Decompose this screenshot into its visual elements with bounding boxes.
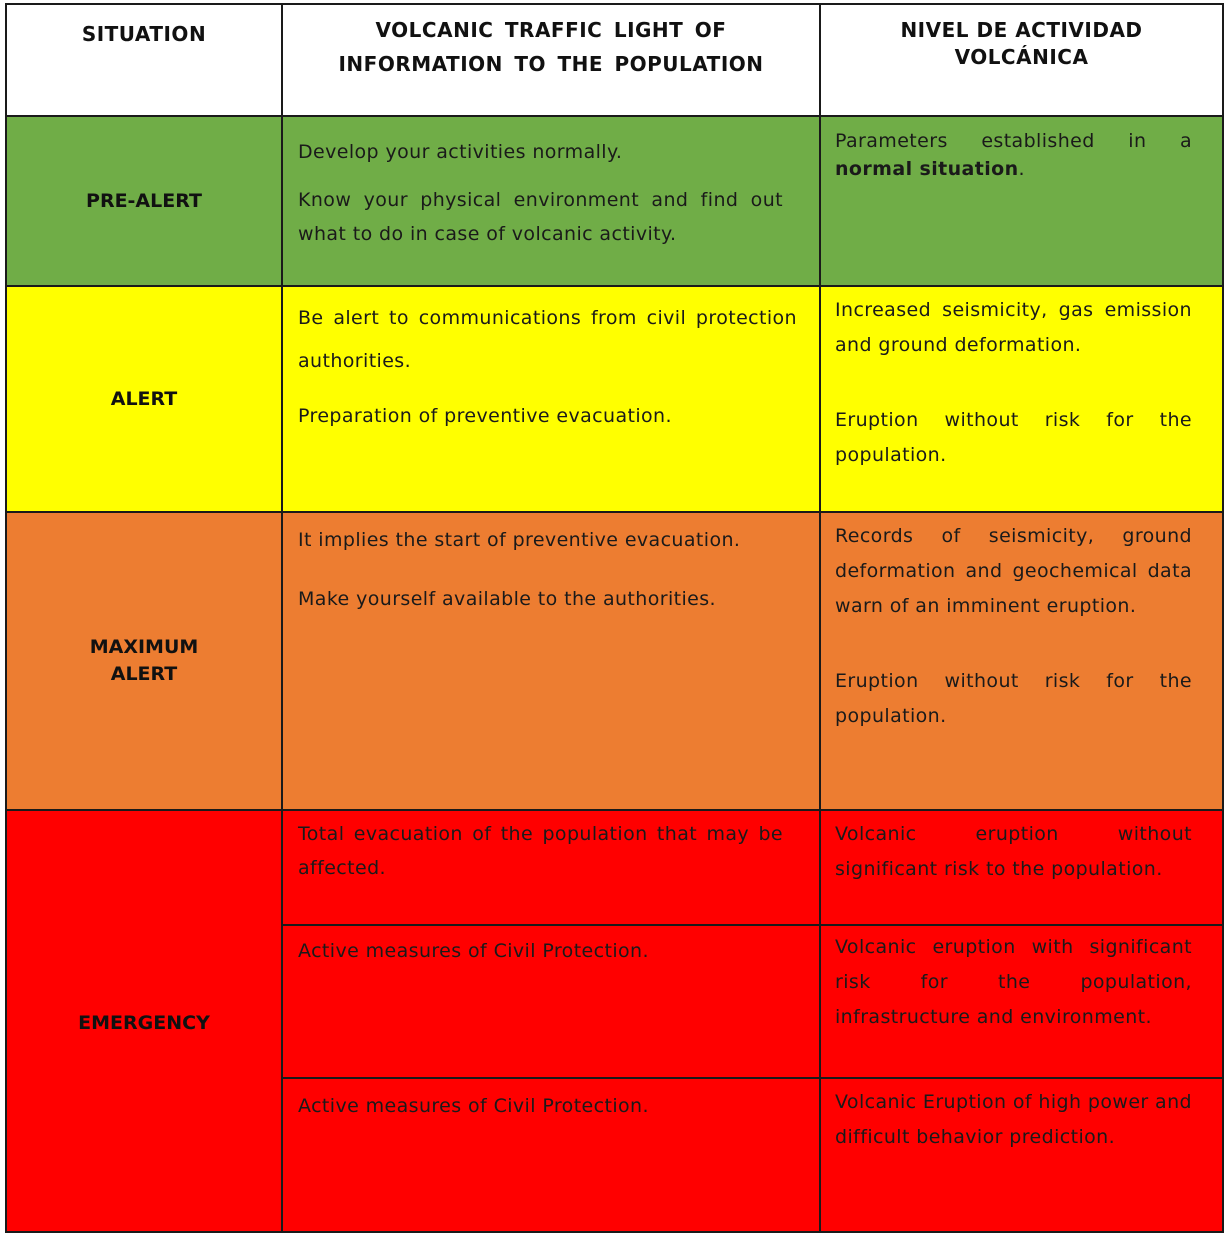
activity-emergency-1 — [819, 809, 1224, 926]
info-emergency-1-text: Total evacuation of the population that may be affected. — [298, 823, 783, 879]
situation-maximum-alert — [5, 511, 283, 811]
situation-maximum-alert-label: MAXIMUM ALERT — [89, 636, 199, 685]
activity-emergency-3-text: Volcanic Eruption of high power and difficult behavior prediction. — [835, 1091, 1193, 1148]
info-emergency-3-text: Active measures of Civil Protection. — [298, 1095, 649, 1117]
situation-emergency-label: EMERGENCY — [78, 1011, 210, 1034]
info-emergency-3 — [281, 1077, 821, 1233]
situation-alert — [5, 285, 283, 513]
activity-maximum-alert-line-1: Records of seismicity, ground deformation and geochemical data warn of an imminent eruption. — [835, 525, 1192, 617]
activity-maximum-alert-line-2: Eruption without risk for the population. — [835, 670, 1192, 727]
info-pre-alert-line-2: Know your physical environment and find out what to do in case of volcanic activity. — [298, 189, 783, 245]
info-emergency-2 — [281, 924, 821, 1079]
activity-emergency-2-text: Volcanic eruption with significant risk for the population, infrastructure and environment. — [835, 936, 1192, 1028]
info-maximum-alert — [281, 511, 821, 811]
activity-emergency-2 — [819, 924, 1224, 1079]
info-maximum-alert-line-2: Make yourself available to the authorities. — [298, 588, 716, 610]
activity-pre-alert-prefix: Parameters established in a — [835, 130, 1192, 152]
activity-pre-alert-bold: normal situation — [835, 158, 1019, 180]
info-maximum-alert-line-1: It implies the start of preventive evacuation. — [298, 529, 741, 551]
situation-emergency — [5, 809, 283, 1233]
situation-pre-alert — [5, 115, 283, 287]
header-traffic-light — [281, 3, 821, 117]
activity-pre-alert-text — [835, 127, 1192, 183]
info-alert — [281, 285, 821, 513]
activity-emergency-3 — [819, 1077, 1224, 1233]
activity-alert-line-1: Increased seismicity, gas emission and ground deformation. — [835, 299, 1192, 356]
header-situation — [5, 3, 283, 117]
info-alert-line-1: Be alert to communications from civil protection authorities. — [298, 307, 797, 372]
activity-emergency-1-text: Volcanic eruption without significant risk to the population. — [835, 823, 1192, 880]
info-pre-alert-line-1: Develop your activities normally. — [298, 141, 623, 163]
header-situation-text: SITUATION — [81, 22, 207, 46]
situation-alert-label: ALERT — [110, 387, 178, 410]
activity-pre-alert — [819, 115, 1224, 287]
situation-pre-alert-label: PRE-ALERT — [86, 189, 202, 212]
info-pre-alert — [281, 115, 821, 287]
header-activity-level — [819, 3, 1224, 117]
info-alert-line-2: Preparation of preventive evacuation. — [298, 405, 672, 427]
activity-alert-line-2: Eruption without risk for the population. — [835, 409, 1192, 466]
header-activity-level-text: NIVEL DE ACTIVIDAD VOLCÁNICA — [900, 18, 1143, 69]
activity-maximum-alert — [819, 511, 1224, 811]
info-emergency-1 — [281, 809, 821, 926]
info-emergency-2-text: Active measures of Civil Protection. — [298, 940, 649, 962]
activity-alert — [819, 285, 1224, 513]
activity-pre-alert-suffix: . — [1018, 158, 1025, 180]
header-traffic-light-text: VOLCANIC TRAFFIC LIGHT OF INFORMATION TO THE POPULATION — [338, 18, 764, 76]
